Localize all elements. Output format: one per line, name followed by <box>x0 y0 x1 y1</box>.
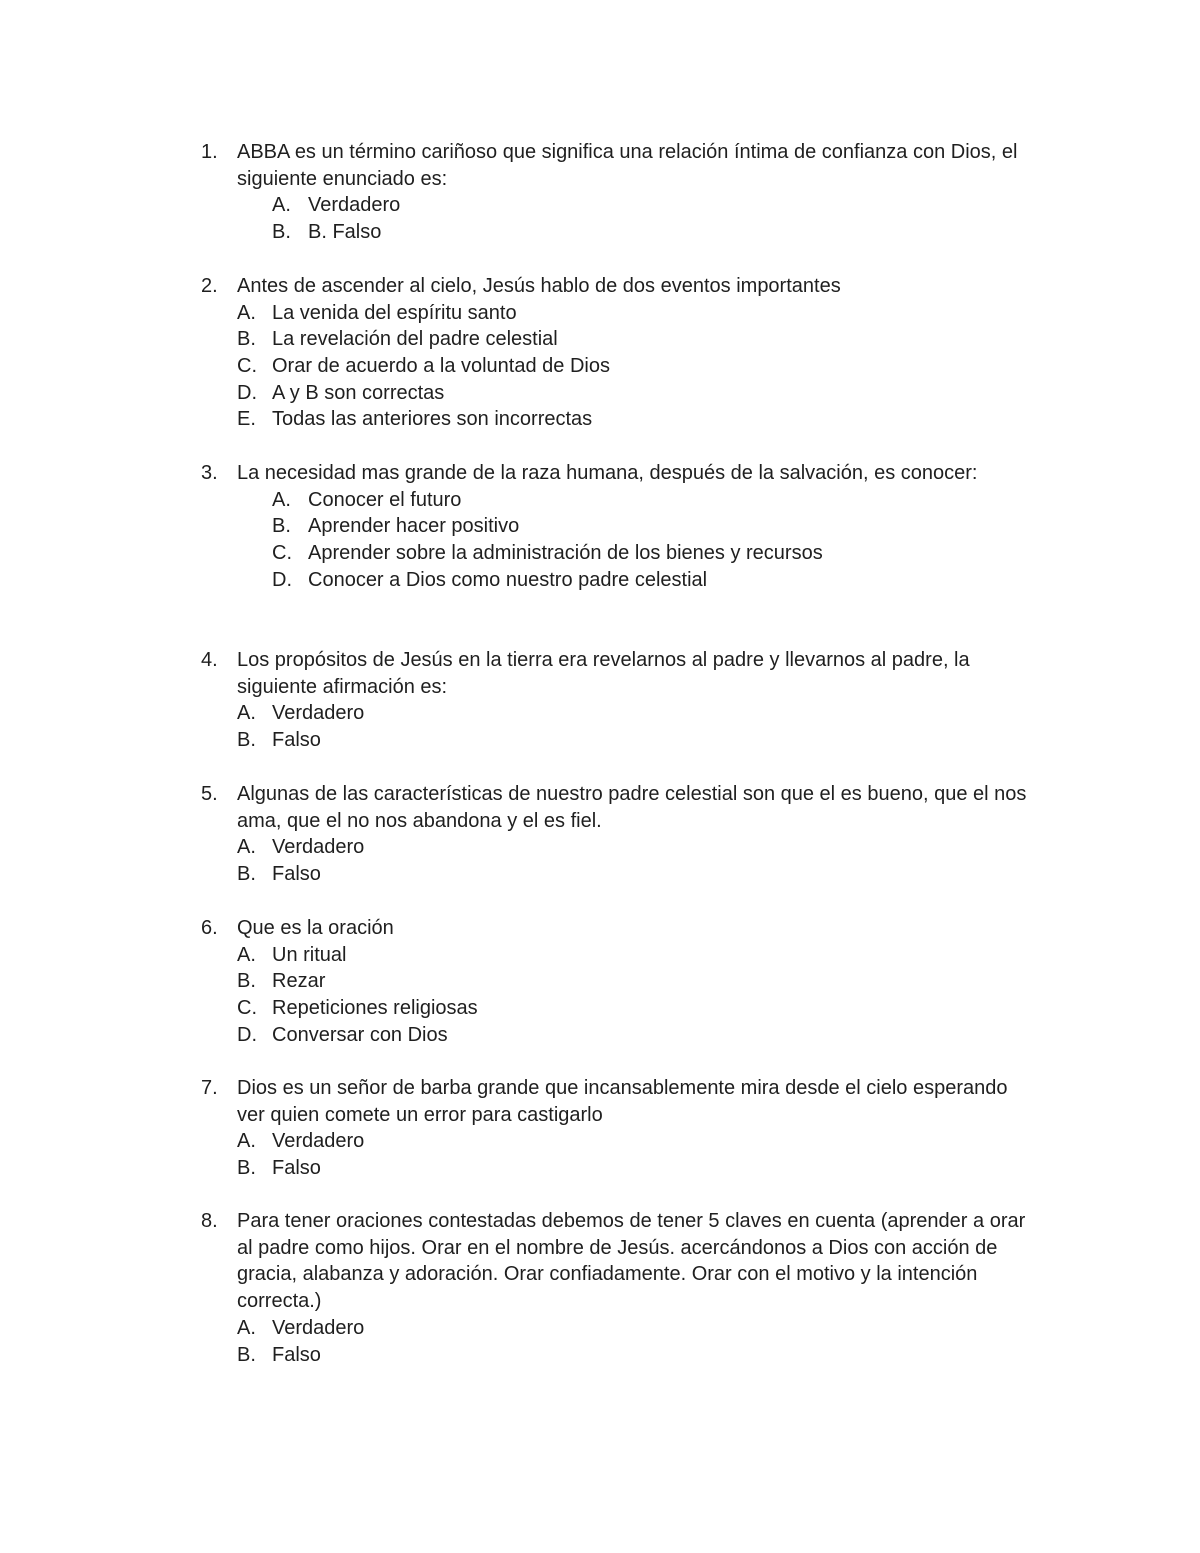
option-a <box>198 700 1038 727</box>
option-d <box>198 567 1038 594</box>
option-list <box>198 192 1038 245</box>
question-number: 8. <box>201 1210 218 1232</box>
option-letter: C. <box>272 542 292 565</box>
option-letter: B. <box>237 1343 256 1366</box>
question-5 <box>198 781 1038 888</box>
option-text: Falso <box>272 863 321 886</box>
option-text: Verdadero <box>272 836 365 859</box>
option-b <box>198 1155 1038 1182</box>
option-letter: A. <box>237 702 256 725</box>
question-text: La necesidad mas grande de la raza humana, después de la salvación, es conocer: <box>237 462 978 484</box>
option-letter: B. <box>272 515 291 538</box>
option-letter: C. <box>237 355 257 378</box>
option-b <box>198 1342 1038 1369</box>
option-a <box>198 1128 1038 1155</box>
option-b <box>198 861 1038 888</box>
question-text: Dios es un señor de barba grande que incansablemente mira desde el cielo esperando ver quien comete un error para castigarlo <box>237 1077 1008 1126</box>
question-stem <box>198 1075 1038 1128</box>
question-number: 7. <box>201 1077 218 1099</box>
question-stem <box>198 139 1038 192</box>
option-text: Todas las anteriores son incorrectas <box>272 408 593 431</box>
option-b <box>198 727 1038 754</box>
question-stem <box>198 781 1038 834</box>
option-text: La venida del espíritu santo <box>272 301 517 324</box>
option-a <box>198 834 1038 861</box>
option-a <box>198 942 1038 969</box>
question-number: 5. <box>201 783 218 805</box>
option-list <box>198 300 1038 433</box>
option-letter: B. <box>272 221 291 244</box>
question-text: Los propósitos de Jesús en la tierra era revelarnos al padre y llevarnos al padre, la siguiente afirmación es: <box>237 649 970 698</box>
question-number: 6. <box>201 917 218 939</box>
question-number: 4. <box>201 649 218 671</box>
option-letter: A. <box>237 301 256 324</box>
option-letter: B. <box>237 970 256 993</box>
option-c <box>198 995 1038 1022</box>
option-letter: A. <box>237 943 256 966</box>
option-text: Un ritual <box>272 943 347 966</box>
question-6 <box>198 915 1038 1048</box>
option-text: Rezar <box>272 970 326 993</box>
option-d <box>198 380 1038 407</box>
option-letter: A. <box>237 1316 256 1339</box>
option-a <box>198 487 1038 514</box>
option-text: A y B son correctas <box>272 381 445 404</box>
option-text: Verdadero <box>272 1130 365 1153</box>
option-c <box>198 353 1038 380</box>
question-stem <box>198 460 1038 487</box>
option-list <box>198 942 1038 1049</box>
option-list <box>198 1315 1038 1368</box>
option-letter: A. <box>272 194 291 217</box>
option-letter: D. <box>237 1023 257 1046</box>
question-number: 3. <box>201 462 218 484</box>
option-letter: D. <box>237 381 257 404</box>
option-d <box>198 1022 1038 1049</box>
option-text: Aprender hacer positivo <box>308 515 520 538</box>
option-letter: B. <box>237 1157 256 1180</box>
question-text: Algunas de las características de nuestro padre celestial son que el es bueno, que el nos ama, que el no nos abandona y el es fiel. <box>237 783 1027 832</box>
option-b <box>198 219 1038 246</box>
option-text: Conocer el futuro <box>308 488 462 511</box>
question-4 <box>198 647 1038 754</box>
option-letter: A. <box>272 488 291 511</box>
question-number: 1. <box>201 141 218 163</box>
option-text: La revelación del padre celestial <box>272 328 558 351</box>
question-text: Antes de ascender al cielo, Jesús hablo de dos eventos importantes <box>237 275 841 297</box>
option-text: Falso <box>272 1343 321 1366</box>
question-8 <box>198 1208 1038 1368</box>
option-letter: A. <box>237 1130 256 1153</box>
question-stem <box>198 273 1038 300</box>
option-letter: B. <box>237 729 256 752</box>
option-letter: B. <box>237 863 256 886</box>
option-b <box>198 326 1038 353</box>
option-text: Conversar con Dios <box>272 1023 448 1046</box>
option-b <box>198 513 1038 540</box>
option-text: Falso <box>272 729 321 752</box>
option-text: Aprender sobre la administración de los bienes y recursos <box>308 542 823 565</box>
option-text: Verdadero <box>308 194 401 217</box>
question-text: Para tener oraciones contestadas debemos de tener 5 claves en cuenta (aprender a orar al padre como hijos. Orar en el nombre de Jesús. acercándonos a Dios con acción de gracia, alabanza y adoración. Orar confiadamente. Orar con el motivo y la intención correcta.) <box>237 1210 1026 1313</box>
question-2 <box>198 273 1038 433</box>
option-letter: C. <box>237 997 257 1020</box>
option-letter: D. <box>272 568 292 591</box>
option-list <box>198 700 1038 753</box>
option-a <box>198 192 1038 219</box>
option-b <box>198 968 1038 995</box>
question-number: 2. <box>201 275 218 297</box>
option-letter: B. <box>237 328 256 351</box>
question-3 <box>198 460 1038 593</box>
option-a <box>198 1315 1038 1342</box>
question-7 <box>198 1075 1038 1182</box>
option-e <box>198 406 1038 433</box>
option-text: Verdadero <box>272 702 365 725</box>
option-text: Verdadero <box>272 1316 365 1339</box>
option-text: Falso <box>272 1157 321 1180</box>
option-text: B. Falso <box>308 221 382 244</box>
option-text: Orar de acuerdo a la voluntad de Dios <box>272 355 610 378</box>
question-stem <box>198 915 1038 942</box>
question-stem <box>198 1208 1038 1315</box>
option-list <box>198 487 1038 594</box>
option-c <box>198 540 1038 567</box>
option-letter: E. <box>237 408 256 431</box>
question-stem <box>198 647 1038 700</box>
option-list <box>198 834 1038 887</box>
option-text: Conocer a Dios como nuestro padre celestial <box>308 568 708 591</box>
option-a <box>198 300 1038 327</box>
question-1 <box>198 139 1038 246</box>
question-text: ABBA es un término cariñoso que significa una relación íntima de confianza con Dios, el siguiente enunciado es: <box>237 141 1018 190</box>
option-list <box>198 1128 1038 1181</box>
question-text: Que es la oración <box>237 917 394 939</box>
option-letter: A. <box>237 836 256 859</box>
option-text: Repeticiones religiosas <box>272 997 478 1020</box>
